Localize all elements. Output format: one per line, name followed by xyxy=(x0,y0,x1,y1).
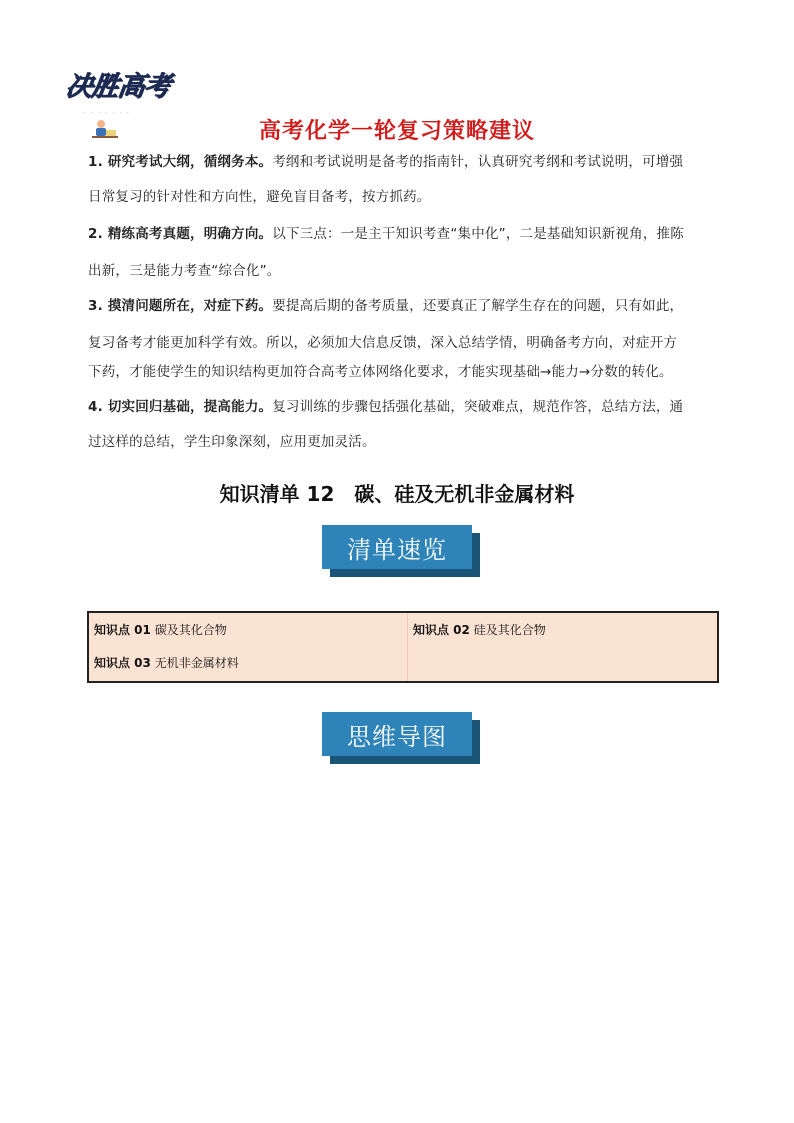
knowledge-point-label: 知识点 01 xyxy=(94,623,151,637)
logo-text: 决胜高考 xyxy=(63,71,172,102)
advice-item-2-cont xyxy=(88,263,728,280)
knowledge-point-label: 知识点 03 xyxy=(94,656,151,670)
advice-text: 复习训练的步骤包括强化基础，突破难点，规范作答，总结方法，通 xyxy=(272,399,684,415)
knowledge-point-item[interactable] xyxy=(94,621,227,638)
advice-item-4 xyxy=(88,399,728,416)
knowledge-points-table xyxy=(87,611,719,683)
knowledge-point-name: 碳及其化合物 xyxy=(154,623,227,637)
advice-lead: 4. 切实回归基础，提高能力。 xyxy=(88,399,273,415)
table-divider xyxy=(407,613,408,681)
advice-item-4-cont xyxy=(88,434,728,451)
knowledge-point-name: 无机非金属材料 xyxy=(154,656,239,670)
knowledge-point-name: 硅及其化合物 xyxy=(473,623,546,637)
knowledge-list-title: 知识清单 12 碳、硅及无机非金属材料 xyxy=(219,482,575,506)
advice-text: 复习备考才能更加科学有效。所以，必须加大信息反馈，深入总结学情，明确备考方向，对症开方 xyxy=(88,335,678,351)
advice-lead: 1. 研究考试大纲，循纲务本。 xyxy=(88,154,273,170)
logo-subtext: · · · · · · · xyxy=(84,110,131,116)
advice-item-1-cont xyxy=(88,189,728,206)
knowledge-point-item[interactable] xyxy=(94,654,239,671)
advice-item-3-cont xyxy=(88,335,728,352)
advice-text: 过这样的总结，学生印象深刻，应用更加灵活。 xyxy=(88,434,376,450)
page-title: 高考化学一轮复习策略建议 xyxy=(258,119,535,144)
advice-text: 以下三点：一是主干知识考查“集中化”，二是基础知识新视角，推陈 xyxy=(272,226,684,242)
advice-text: 考纲和考试说明是备考的指南针，认真研究考纲和考试说明，可增强 xyxy=(272,154,684,170)
advice-item-3-cont2 xyxy=(88,364,728,381)
advice-text: 要提高后期的备考质量，还要真正了解学生存在的问题，只有如此， xyxy=(272,298,684,314)
advice-text: 下药，才能使学生的知识结构更加符合高考立体网络化要求，才能实现基础→能力→分数的转化。 xyxy=(88,364,673,380)
advice-item-3 xyxy=(88,298,728,315)
knowledge-point-label: 知识点 02 xyxy=(413,623,470,637)
advice-text: 出新，三是能力考查“综合化”。 xyxy=(88,263,281,279)
section-overview-banner: 清单速览 xyxy=(322,525,472,569)
advice-text: 日常复习的针对性和方向性，避免盲目备考，按方抓药。 xyxy=(88,189,431,205)
section-mindmap-banner: 思维导图 xyxy=(322,712,472,756)
advice-item-1 xyxy=(88,154,728,171)
advice-lead: 3. 摸清问题所在，对症下药。 xyxy=(88,298,273,314)
advice-item-2 xyxy=(88,226,728,243)
knowledge-point-item[interactable] xyxy=(413,621,546,638)
advice-lead: 2. 精练高考真题，明确方向。 xyxy=(88,226,273,242)
